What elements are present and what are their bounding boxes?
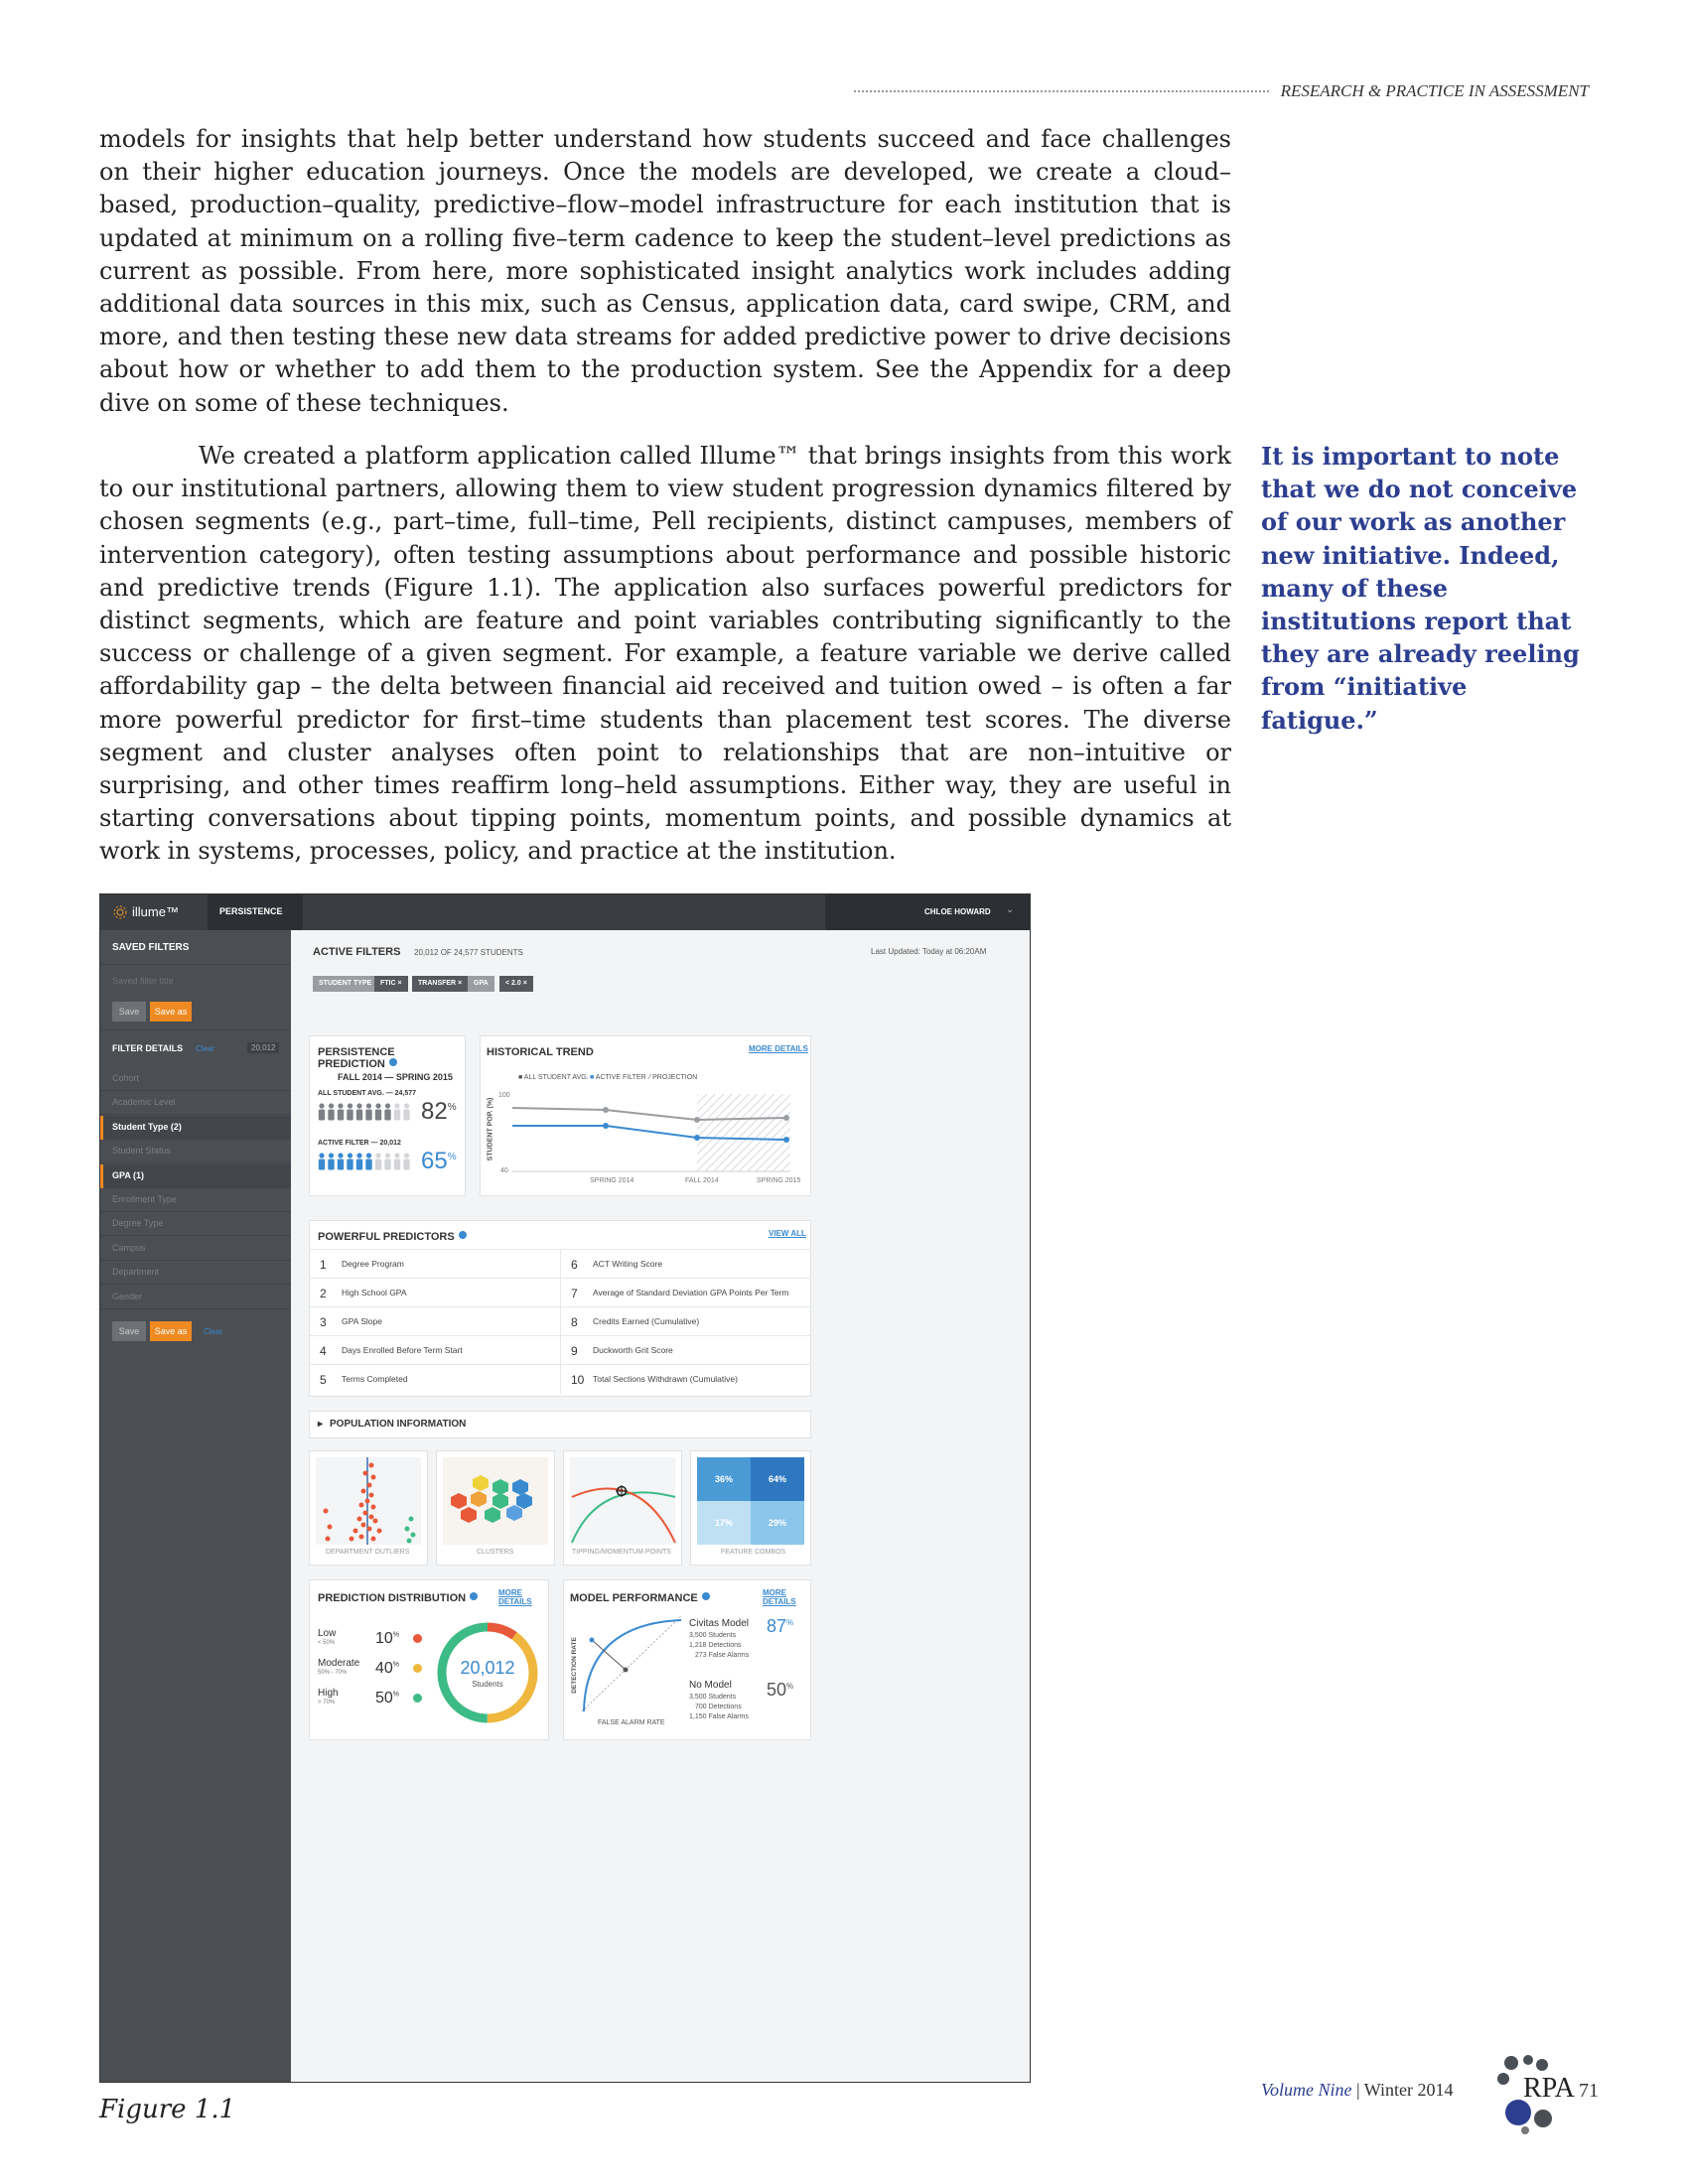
person-icon [384,1103,390,1120]
xtick-spring-2015: SPRING 2015 [757,1177,801,1184]
distribution-dot [413,1634,422,1643]
thumb-clusters[interactable] [436,1450,555,1566]
chip-student-type: STUDENT TYPE [313,976,377,992]
pull-quote: It is important to note that we do not conceive of our work as another new initiative. Indeed, many of these institutions report that they are already reeling from “initiative fatigue.” [1261,442,1580,735]
clear-link-bottom[interactable]: Clear [204,1327,223,1336]
filter-item-label: Student Status [112,1146,172,1157]
nomodel-detections: 700 Detections [695,1704,742,1710]
filter-item[interactable] [100,1286,291,1309]
clusters-chart [443,1457,548,1545]
filter-item[interactable] [100,1091,291,1115]
xtick-fall-2014: FALL 2014 [685,1177,719,1184]
distribution-range: > 70% [318,1700,336,1706]
nomodel-false-alarms: 1,150 False Alarms [689,1713,749,1720]
person-icon [338,1153,344,1169]
person-icon [394,1103,400,1120]
predictor-label: Days Enrolled Before Term Start [342,1345,463,1355]
all-student-value: 82% [421,1098,457,1125]
powerful-predictors-card [309,1220,811,1397]
filter-item[interactable] [100,1188,291,1212]
population-information-toggle[interactable] [309,1411,811,1438]
footer-season: Winter 2014 [1363,2080,1454,2100]
person-icon [319,1153,325,1169]
filter-item[interactable] [100,1212,291,1236]
filter-item-label: Cohort [112,1073,140,1083]
predictor-rank: 6 [571,1258,578,1272]
thumb-department-outliers[interactable] [309,1450,428,1566]
filter-item[interactable] [100,1261,291,1285]
predictor-rank: 3 [320,1315,327,1329]
xtick-spring-2014: SPRING 2014 [590,1177,634,1184]
combo-cell-3: 17% [697,1501,751,1545]
thumb-label-clusters: CLUSTERS [477,1549,514,1556]
footer-volume: Volume Nine | Winter 2014 [1261,2080,1454,2100]
thumb-feature-combos[interactable] [690,1450,811,1566]
thumb-label-tipping: TIPPING/MOMENTUM POINTS [572,1549,671,1556]
last-updated: Last Updated: Today at 06:20AM [871,947,987,956]
predictor-row[interactable] [560,1335,811,1365]
chip-gpa-value[interactable]: < 2.0 × [499,976,533,992]
user-menu[interactable] [825,894,1030,930]
historical-y-label: STUDENT POP. (%) [487,1097,494,1161]
predictor-rank: 1 [320,1258,327,1272]
filter-item-label: Enrollment Type [112,1194,177,1204]
person-icon [403,1103,409,1120]
save-button[interactable]: Save [112,1002,146,1022]
active-filter-value: 65% [421,1148,457,1174]
tab-persistence-label: PERSISTENCE [219,906,283,916]
person-icon [347,1103,352,1120]
persistence-prediction-card [309,1035,466,1196]
thumb-tipping-momentum[interactable] [563,1450,682,1566]
running-head [854,79,1589,103]
person-icon [365,1103,371,1120]
save-as-button-bottom[interactable]: Save as [150,1321,192,1341]
running-head-title: RESEARCH & PRACTICE IN ASSESSMENT [1280,81,1589,100]
saved-filter-title-input[interactable]: Saved filter title [112,976,174,986]
combo-cell-2: 64% [751,1457,804,1501]
filter-item[interactable] [100,1237,291,1261]
active-filter-label: ACTIVE FILTER — 20,012 [318,1140,401,1147]
app-logo: illume™ [132,904,179,919]
people-icon-row-all [318,1102,417,1122]
predictor-rank: 8 [571,1315,578,1329]
thumb-label-combos: FEATURE COMBOS [721,1549,786,1556]
filter-item-label: GPA (1) [112,1169,145,1180]
predictor-row[interactable] [310,1306,560,1336]
chip-gpa: GPA [468,976,494,992]
predictor-label: Degree Program [342,1259,404,1269]
nomodel-value: 50% [767,1680,794,1700]
filter-item[interactable] [100,1164,294,1188]
predictor-rank: 7 [571,1287,578,1300]
person-icon [356,1103,362,1120]
figure-caption: Figure 1.1 [99,2095,236,2124]
filter-item-label: Gender [112,1291,143,1301]
predictors-title: POWERFUL PREDICTORS [318,1231,467,1243]
predictor-rank: 5 [320,1373,327,1387]
info-icon [459,1231,467,1239]
filter-item-label: Campus [112,1242,146,1253]
person-icon [347,1153,352,1169]
person-icon [365,1153,371,1169]
distribution-total: 20,012 [460,1658,515,1678]
person-icon [384,1153,390,1169]
predictor-rank: 9 [571,1344,578,1358]
active-filters-heading: ACTIVE FILTERS [313,946,401,958]
paragraph-2: We created a platform application called Illume™ that brings insights from this work to our institutional partners, allowing them to view student progression dynamics filtered by chosen segments (e.g., part–time, full–time, Pell recipients, distinct campuses, members of intervention category), often testing assumptions about performance and possible historic and predictive trends (Figure 1.1). The application also surfaces powerful predictors for distinct segments, which are feature and point variables contributing significantly to the success or challenge of a given segment. For example, a feature variable we derive called affordability gap – the delta between financial aid received and tuition owed – is often a far more powerful predictor for first–time students than placement test scores. The diverse segment and cluster analyses often point to relationships that are non–intuitive or surprising, and other times reaffirm long–held assumptions. Either way, they are useful in starting conversations about tipping points, momentum points, and possible dynamics at work in systems, processes, policy, and practice at the institution. [99,442,1231,866]
model-x-label: FALSE ALARM RATE [598,1719,665,1726]
predictor-label: High School GPA [342,1288,407,1297]
app-topbar [100,894,1030,930]
main-panel [291,930,1030,2082]
legend-all: ■ ALL STUDENT AVG. [518,1074,589,1081]
filter-item[interactable] [100,1116,294,1140]
clear-link[interactable]: Clear [196,1044,215,1053]
distribution-value: 40% [375,1660,400,1677]
predictor-label: Average of Standard Deviation GPA Points Per Term [593,1288,789,1297]
running-head-dots [854,90,1269,92]
person-icon [356,1153,362,1169]
people-icon-row-active [318,1152,417,1171]
distribution-total-label: Students [472,1680,503,1689]
predictor-label: Duckworth Grit Score [593,1345,673,1355]
legend-projection: ⁄ PROJECTION [649,1074,698,1081]
outliers-chart [316,1457,421,1545]
view-all-link[interactable]: VIEW ALL [769,1229,806,1238]
ytick-40: 40 [500,1167,508,1174]
info-icon [702,1592,710,1600]
combo-cell-4: 29% [751,1501,804,1545]
filter-count: 20,012 [247,1042,279,1053]
tipping-chart [570,1457,675,1545]
distribution-dot [413,1694,422,1703]
caret-right-icon: ▸ [318,1419,324,1430]
person-icon [394,1153,400,1169]
persistence-title: PERSISTENCE PREDICTION [318,1046,465,1070]
persistence-term: FALL 2014 — SPRING 2015 [338,1072,453,1082]
chip-ftic[interactable]: FTIC × [374,976,408,992]
save-button-bottom[interactable]: Save [112,1321,146,1341]
all-student-label: ALL STUDENT AVG. — 24,577 [318,1090,417,1097]
model-title: MODEL PERFORMANCE [570,1592,710,1604]
prediction-distribution-card [309,1579,549,1740]
model-performance-card [563,1579,811,1740]
saved-filters-heading: SAVED FILTERS [112,942,190,953]
predictor-row[interactable] [560,1364,811,1394]
chevron-down-icon: ⌄ [1006,904,1015,915]
person-icon [375,1153,381,1169]
sidebar [100,930,291,2082]
predictor-label: Total Sections Withdrawn (Cumulative) [593,1374,738,1384]
historical-title: HISTORICAL TREND [487,1046,594,1058]
distribution-value: 10% [375,1630,400,1647]
predictor-label: Credits Earned (Cumulative) [593,1316,700,1326]
distribution-label: High [318,1688,339,1699]
filter-item-label: Student Type (2) [112,1121,182,1132]
predictor-label: ACT Writing Score [593,1259,663,1269]
distribution-more-details-link[interactable]: MORE DETAILS [498,1588,532,1606]
rpa-logo-text: RPA [1523,2073,1575,2104]
civitas-detections: 1,218 Detections [689,1642,742,1649]
predictor-label: GPA Slope [342,1316,382,1326]
paragraph-1: models for insights that help better understand how students succeed and face challenges on their higher education journeys. Once the models are developed, we create a cloud–based, production–quality, predictive–flow–model infrastructure for each institution that is updated at minimum on a rolling five–term cadence to keep the student–level predictions as current as possible. From here, more sophisticated insight analytics work includes adding additional data sources in this mix, such as Census, application data, card swipe, CRM, and more, and then testing these new data streams for added predictive power to drive decisions about how or whether to add them to the production system. See the Appendix for a deep dive on some of these techniques. [99,125,1231,417]
historical-trend-card [480,1035,811,1196]
predictor-row[interactable] [560,1278,811,1307]
legend-active: ■ ACTIVE FILTER [590,1074,646,1081]
distribution-value: 50% [375,1690,400,1706]
figure-illume-dashboard [99,893,1031,2083]
predictor-label: Terms Completed [342,1374,408,1384]
civitas-value: 87% [767,1616,794,1636]
predictor-row[interactable] [560,1306,811,1336]
predictor-rank: 4 [320,1344,327,1358]
predictor-row[interactable] [310,1278,560,1307]
civitas-students: 3,500 Students [689,1632,737,1639]
info-icon [389,1058,397,1066]
info-icon [470,1592,478,1600]
civitas-false-alarms: 273 False Alarms [695,1652,750,1659]
distribution-dot [413,1664,422,1673]
active-filters-count: 20,012 OF 24,577 STUDENTS [414,948,523,957]
population-title: POPULATION INFORMATION [330,1419,467,1430]
predictor-row[interactable] [560,1249,811,1279]
distribution-range: 50% - 70% [318,1670,348,1676]
filter-item-label: Academic Level [112,1097,176,1108]
civitas-name: Civitas Model [689,1618,750,1629]
nomodel-name: No Model [689,1680,732,1691]
page-number: 71 [1579,2080,1599,2102]
ytick-100: 100 [498,1092,510,1099]
predictor-row[interactable] [310,1249,560,1279]
illume-logo-icon [112,904,128,920]
person-icon [319,1103,325,1120]
save-as-button[interactable]: Save as [150,1002,192,1022]
person-icon [403,1153,409,1169]
historical-more-details-link[interactable]: MORE DETAILS [749,1044,808,1053]
historical-trend-chart [512,1094,790,1173]
distribution-range: < 50% [318,1640,336,1646]
thumb-label-outliers: DEPARTMENT OUTLIERS [326,1549,410,1556]
filter-item[interactable] [100,1067,291,1091]
distribution-label: Moderate [318,1658,360,1669]
rpa-logo [1495,2053,1575,2134]
predictor-rank: 10 [571,1373,585,1387]
model-y-label: DETECTION RATE [570,1637,578,1694]
user-name: CHLOE HOWARD [924,907,991,916]
person-icon [328,1103,334,1120]
filter-details-heading: FILTER DETAILS [112,1043,184,1053]
filter-item-label: Department [112,1267,160,1278]
combo-cell-1: 36% [697,1457,751,1501]
predictor-row[interactable] [310,1335,560,1365]
predictor-row[interactable] [310,1364,560,1394]
nomodel-students: 3,500 Students [689,1694,737,1701]
person-icon [338,1103,344,1120]
model-more-details-link[interactable]: MORE DETAILS [763,1588,796,1606]
predictor-rank: 2 [320,1287,327,1300]
distribution-title: PREDICTION DISTRIBUTION [318,1592,478,1604]
person-icon [328,1153,334,1169]
footer-volume-name: Volume Nine [1261,2080,1352,2100]
tab-persistence[interactable] [208,894,303,930]
person-icon [375,1103,381,1120]
filter-item[interactable] [100,1140,291,1163]
distribution-label: Low [318,1628,337,1639]
roc-chart [582,1614,681,1713]
chip-transfer[interactable]: TRANSFER × [412,976,468,992]
filter-item-label: Degree Type [112,1218,164,1229]
